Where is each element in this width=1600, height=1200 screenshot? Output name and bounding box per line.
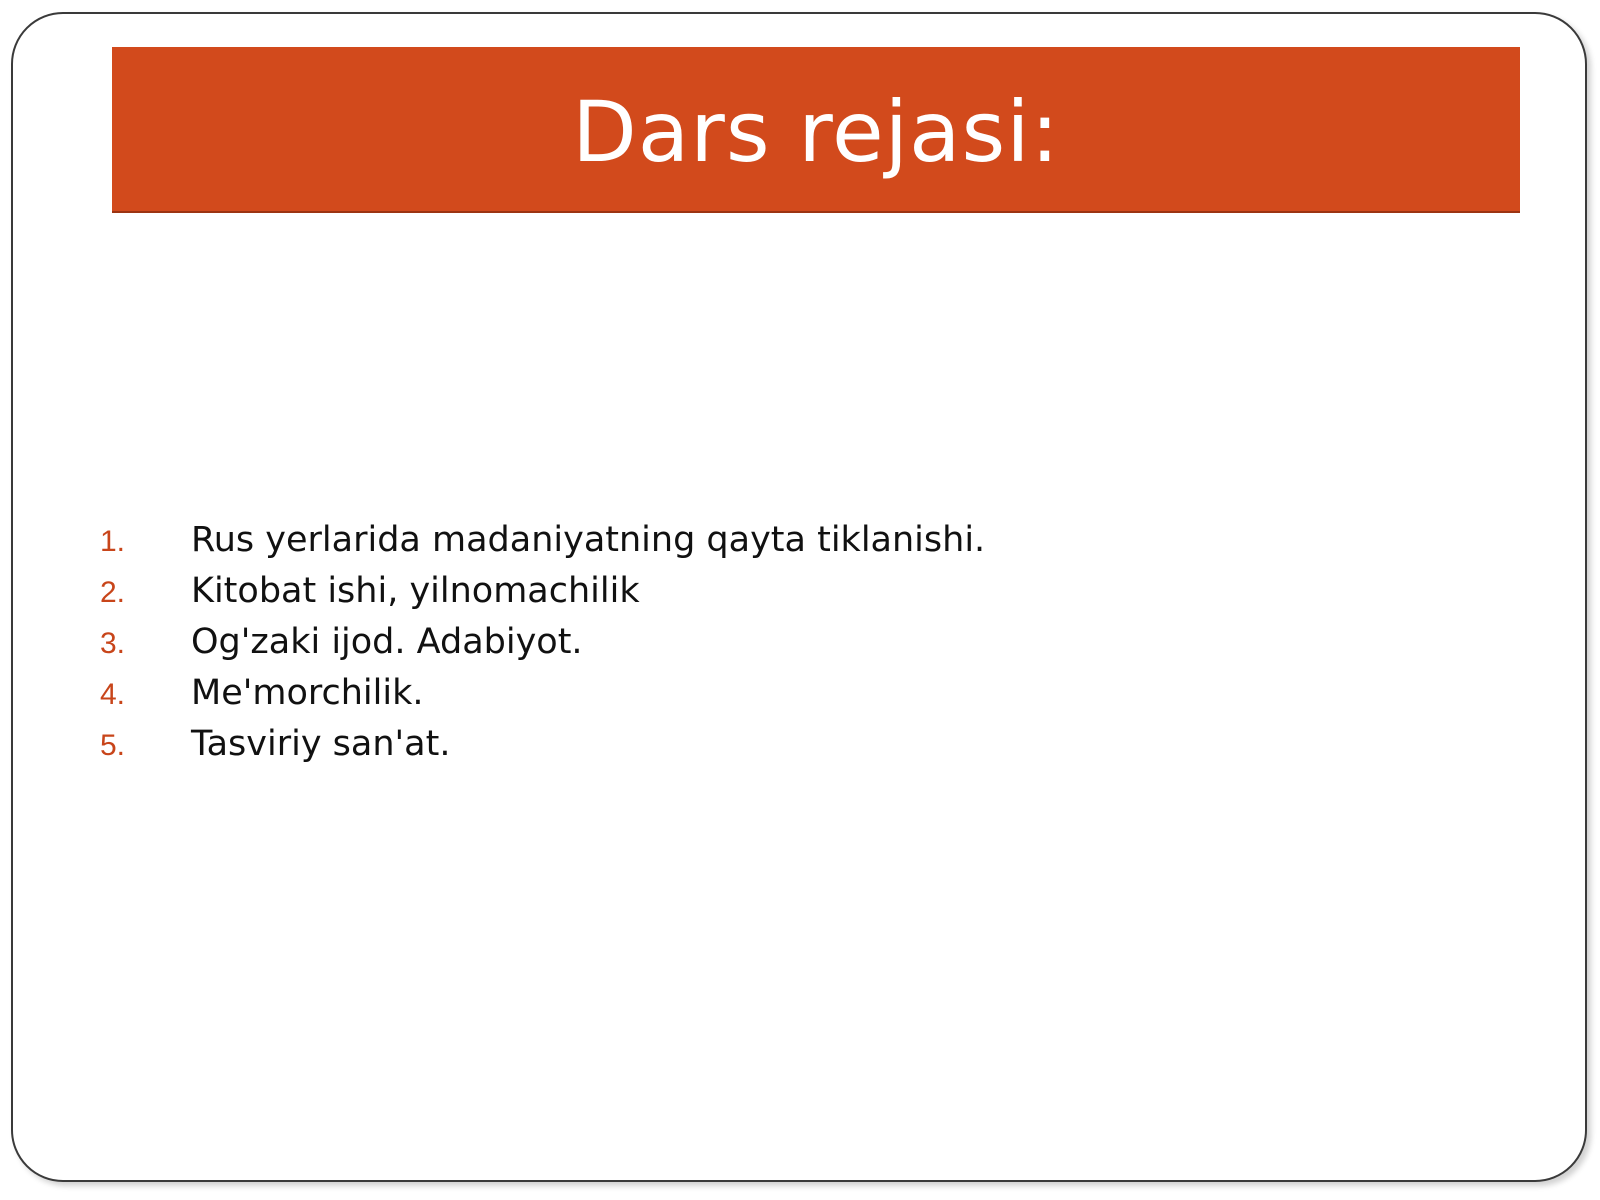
list-item-number: 3.: [100, 627, 126, 660]
list-item-text: Tasviriy san'at.: [191, 724, 451, 764]
list-item-text: Og'zaki ijod. Adabiyot.: [191, 622, 583, 662]
list-item: [100, 571, 985, 622]
list-item-number: 1.: [100, 525, 126, 558]
lesson-plan-list: [100, 520, 985, 775]
slide-title: Dars rejasi:: [572, 83, 1060, 181]
list-item-number: 2.: [100, 576, 126, 609]
list-item: [100, 622, 985, 673]
list-item-text: Rus yerlarida madaniyatning qayta tiklanishi.: [191, 520, 986, 560]
list-item: [100, 724, 985, 775]
title-banner: [112, 47, 1520, 213]
list-item-number: 4.: [100, 678, 126, 711]
list-item-text: Kitobat ishi, yilnomachilik: [191, 571, 640, 611]
list-item-number: 5.: [100, 729, 126, 762]
list-item-text: Me'morchilik.: [191, 673, 424, 713]
list-item: [100, 520, 985, 571]
list-item: [100, 673, 985, 724]
